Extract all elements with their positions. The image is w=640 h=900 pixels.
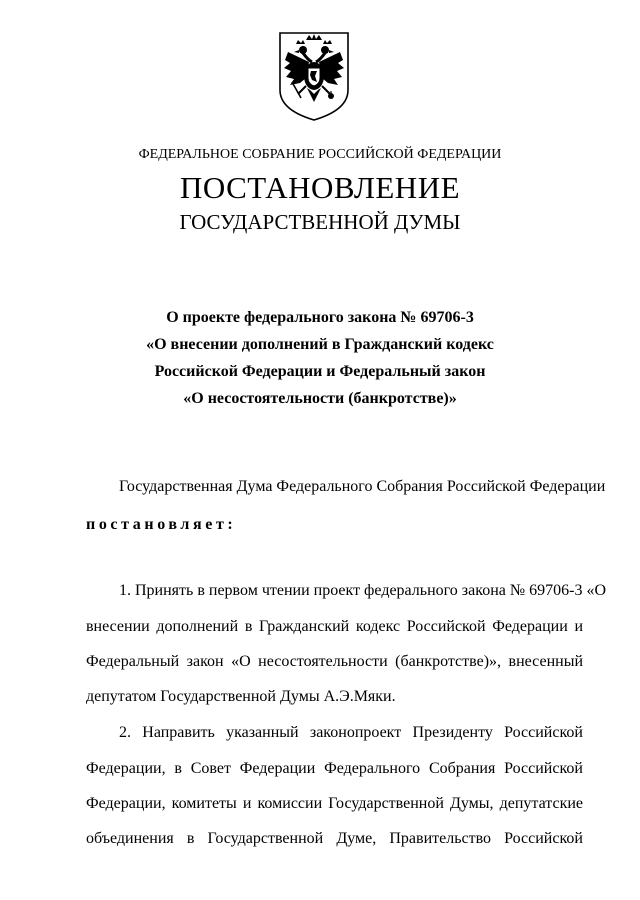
paragraph-line: 1. Принять в первом чтении проект федерального закона № 69706-3 «О [119, 582, 606, 599]
paragraph-line: Федерации, в Совет Федерации Федерального Собрания Российской [86, 760, 583, 777]
paragraph-line: 2. Направить указанный законопроект Президенту Российской [119, 724, 583, 741]
russian-coat-of-arms-icon [276, 30, 352, 122]
document-subject [0, 304, 640, 412]
organization-name: ФЕДЕРАЛЬНОЕ СОБРАНИЕ РОССИЙСКОЙ ФЕДЕРАЦИИ [138, 147, 502, 162]
paragraph-line: внесении дополнений в Гражданский кодекс Российской Федерации и [86, 618, 583, 635]
paragraph-line: объединения в Государственной Думе, Правительство Российской [86, 830, 583, 847]
subject-line: «О несостоятельности (банкротстве)» [183, 390, 457, 407]
document-title: ПОСТАНОВЛЕНИЕ [179, 170, 461, 205]
preamble-text: Государственная Дума Федерального Собрания Российской Федерации [119, 478, 606, 495]
paragraph-line: Федерации, комитеты и комиссии Государственной Думы, депутатские [86, 795, 583, 812]
paragraph-line: депутатом Государственной Думы А.Э.Мяки. [86, 688, 396, 705]
paragraph-line: Федеральный закон «О несостоятельности (банкротстве)», внесенный [86, 653, 583, 670]
subject-line: «О внесении дополнений в Гражданский кодекс [146, 336, 494, 353]
document-subtitle: ГОСУДАРСТВЕННОЙ ДУМЫ [179, 210, 461, 234]
decision-verb: постановляет: [86, 516, 237, 533]
subject-line: О проекте федерального закона № 69706-3 [166, 309, 474, 326]
subject-line: Российской Федерации и Федеральный закон [154, 363, 486, 380]
